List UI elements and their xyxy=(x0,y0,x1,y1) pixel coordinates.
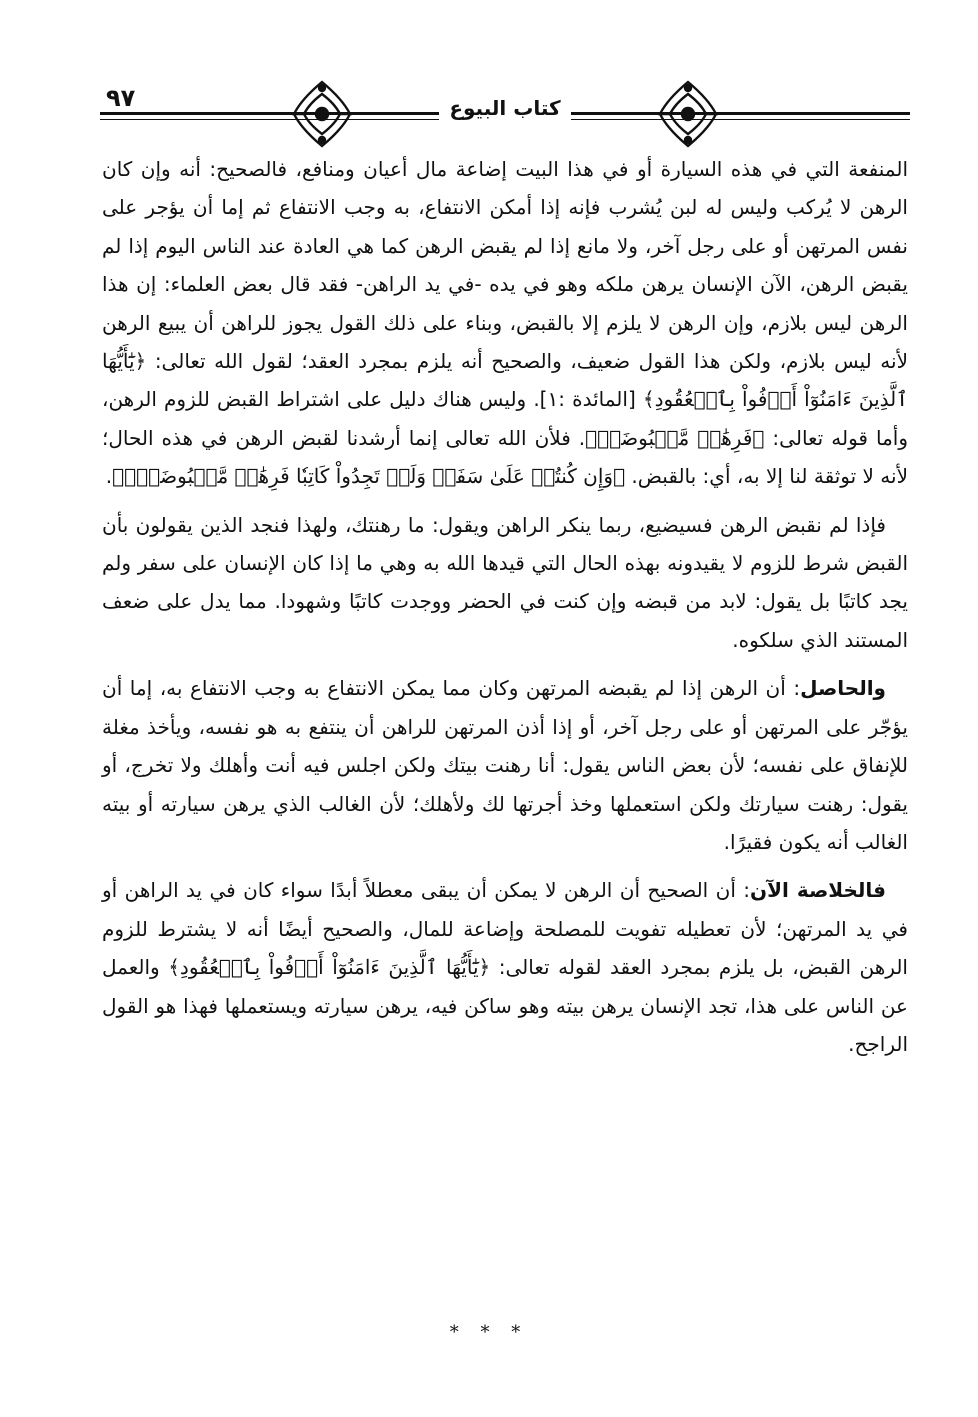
body-text xyxy=(102,150,908,1063)
quran-verse: ﴿يَٰٓأَيُّهَا ٱلَّذِينَ ءَامَنُوٓاْ أَوۡفُواْ بِٱلۡعُقُودِ﴾ xyxy=(102,349,908,412)
quran-verse: ﴿يَٰٓأَيُّهَا ٱلَّذِينَ ءَامَنُوٓاْ أَوۡفُواْ بِٱلۡعُقُودِ﴾ xyxy=(168,955,491,980)
text-segment: المنفعة التي في هذه السيارة أو في هذا البيت إضاعة مال أعيان ومنافع، فالصحيح: أنه وإن كان الرهن لا يُركب وليس له لبن يُشرب فإنه إذا أمكن الانتفاع، به وجب الانتفاع ثم إما أن يؤجر على نفس المرتهن أو على رجل آخر، ولا مانع إذا لم يقبض الرهن كما هي العادة عند الناس اليوم إذا لم يقبض الرهن، الآن الإنسان يرهن ملكه وهو في يده -في يد الراهن- فقد قال بعض العلماء: إن هذا الرهن ليس بلازم، وإن الرهن لا يلزم إلا بالقبض، وبناء على ذلك القول يجوز للراهن أن يبيع الرهن لأنه ليس بلازم، ولكن هذا القول ضعيف، والصحيح أنه يلزم بمجرد العقد؛ لقول الله تعالى: xyxy=(102,157,908,374)
page-header xyxy=(100,78,910,150)
text-segment: . xyxy=(105,464,113,489)
page-number: ٩٧ xyxy=(106,84,136,112)
paragraph xyxy=(102,669,908,861)
quran-verse: ﴿وَإِن كُنتُمۡ عَلَىٰ سَفَرٖ وَلَمۡ تَجِدُواْ كَاتِبٗا فَرِهَٰنٞ مَّقۡبُوضَةٞۖ﴾ xyxy=(112,464,626,489)
text-segment: . فلأن الله تعالى إنما أرشدنا لقبض الرهن في هذه الحال؛ لأنه لا توثقة لنا إلا به، أي: بالقبض. xyxy=(102,425,908,489)
text-segment: : أن الصحيح أن الرهن لا يمكن أن يبقى معطلاً أبدًا سواء كان في يد الراهن أو في يد المرتهن؛ لأن تعطيله تفويت للمصلحة وإضاعة للمال، والصحيح أيضًا أنه لا يشترط للزوم الرهن القبض، بل يلزم بمجرد العقد لقوله تعالى: xyxy=(102,878,908,980)
ornament-left-icon xyxy=(290,78,354,150)
quran-verse: ﴿فَرِهَٰنٞ مَّقۡبُوضَةٞ﴾ xyxy=(585,425,765,450)
book-title-wrap xyxy=(100,96,910,120)
text-segment: والعمل عن الناس على هذا، تجد الإنسان يرهن بيته وهو ساكن فيه، يرهن سيارته ويستعملها فهذا هو القول الراجح. xyxy=(102,955,908,1056)
text-segment: فإذا لم نقبض الرهن فسيضيع، ربما ينكر الراهن ويقول: ما رهنتك، ولهذا فنجد الذين يقولون بأن القبض شرط للزوم لا يقيدونه بهذه الحال التي قيدها الله به وهي ما إذا كان الإنسان على سفر ولم يجد كاتبًا بل يقول: لابد من قبضه وإن كنت في الحضر ووجدت كاتبًا وشهودا. مما يدل على ضعف المستند الذي سلكوه. xyxy=(102,512,908,652)
paragraph xyxy=(102,871,908,1063)
text-segment: : أن الرهن إذا لم يقبضه المرتهن وكان مما يمكن الانتفاع به وجب الانتفاع به، إما أن يؤجّر على المرتهن أو على رجل آخر، أو إذا أذن المرتهن للراهن أن ينتفع به هو نفسه، ويأخذ مغلة للإنفاق على نفسه؛ لأن بعض الناس يقول: أنا رهنت بيتك ولكن اجلس فيه أنت وأهلك ولا تخرج، أو يقول: رهنت سيارتك ولكن استعملها وخذ أجرتها لك ولأهلك؛ لأن الغالب الذي يرهن سيارته أو بيته الغالب أنه يكون فقيرًا. xyxy=(102,676,908,854)
paragraph xyxy=(102,150,908,496)
book-title: كتاب البيوع xyxy=(439,96,570,120)
text-segment: [المائدة :١]. وليس هناك دليل على اشتراط القبض للزوم الرهن، وأما قوله تعالى: xyxy=(102,387,909,450)
paragraph xyxy=(102,506,908,660)
section-separator: * * * xyxy=(449,1322,529,1343)
bold-heading: والحاصل xyxy=(800,676,886,701)
ornament-right-icon xyxy=(656,78,720,150)
bold-heading: فالخلاصة الآن xyxy=(750,878,887,903)
